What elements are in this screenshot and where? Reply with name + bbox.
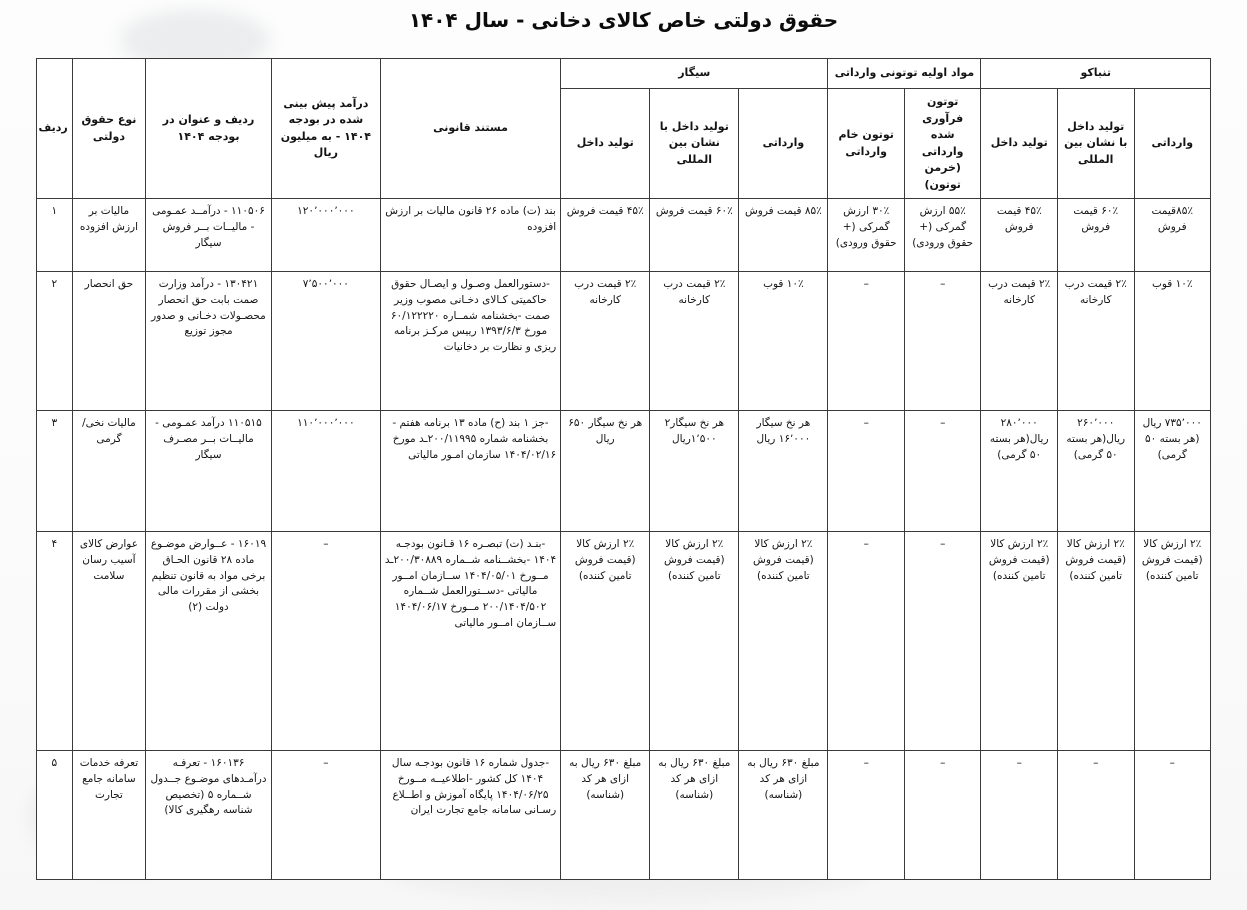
cell-tobacco-tolid-neshan: – <box>1058 751 1135 880</box>
cell-cig-tolid-neshan: مبلغ ۶۳۰ ریال به ازای هر کد (شناسه) <box>650 751 739 880</box>
cell-cig-varedati: مبلغ ۶۳۰ ریال به ازای هر کد (شناسه) <box>739 751 828 880</box>
cell-tobacco-varedati: – <box>1134 751 1211 880</box>
cell-cig-tolid-neshan: ۶۰٪ قیمت فروش <box>650 199 739 272</box>
cell-raw-tootoon-farravari: – <box>904 411 981 532</box>
cell-radif-onvan: ۱۱۰۵۱۵ درآمد عمـومی - مالیــات بــر مصـرف سیگار <box>146 411 272 532</box>
cell-tobacco-tolid-neshan: ۶۰٪ قیمت فروش <box>1058 199 1135 272</box>
column-header-mostanad: مستند قانونی <box>380 59 560 199</box>
cell-cig-varedati: ۲٪ ارزش کالا (قیمت فروش تامین کننده) <box>739 532 828 751</box>
cell-raw-tootoon-kham: – <box>828 272 905 411</box>
cell-tobacco-tolid-dakhel: ۲٪ قیمت درب کارخانه <box>981 272 1058 411</box>
cell-daramad: ۱۲۰٬۰۰۰٬۰۰۰ <box>271 199 380 272</box>
cell-cig-tolid-dakhel: هر نخ سیگار ۶۵۰ ریال <box>561 411 650 532</box>
cell-raw-tootoon-farravari: – <box>904 272 981 411</box>
cell-radif: ۳ <box>37 411 73 532</box>
cell-mostanad: -جدول شماره ۱۶ قانون بودجـه سال ۱۴۰۴ کل کشور -اطلاعیــه مــورخ ۱۴۰۴/۰۶/۲۵ پایگاه آموزش و اطــلاع رسـانی سامانه جامع تجارت ایران <box>380 751 560 880</box>
cell-tobacco-tolid-neshan: ۲٪ ارزش کالا (قیمت فروش تامین کننده) <box>1058 532 1135 751</box>
cell-tobacco-tolid-dakhel: ۴۵٪ قیمت فروش <box>981 199 1058 272</box>
group-header-tobacco: تنباکو <box>981 59 1211 89</box>
cell-tobacco-varedati: ۸۵٪قیمت فروش <box>1134 199 1211 272</box>
cell-tobacco-tolid-neshan: ۲٪ قیمت درب کارخانه <box>1058 272 1135 411</box>
cell-radif: ۲ <box>37 272 73 411</box>
column-header-noe-hoghoogh: نوع حقوق دولتی <box>72 59 145 199</box>
cell-cig-varedati: ۸۵٪ قیمت فروش <box>739 199 828 272</box>
cell-radif-onvan: ۱۶۰۱۳۶ - تعرفـه درآمـدهای موضـوع جــدول شــماره ۵ (تخصیص شناسه رهگیری کالا) <box>146 751 272 880</box>
cell-radif-onvan: ۱۱۰۵۰۶ - درآمــد عمـومی - مالیــات بــر فروش سیگار <box>146 199 272 272</box>
cell-daramad: – <box>271 532 380 751</box>
column-header-radif: ردیف <box>37 59 73 199</box>
table-row <box>37 199 1211 272</box>
cell-cig-tolid-neshan: هر نخ سیگار۲ ۱٬۵۰۰ریال <box>650 411 739 532</box>
column-header-cig-tolid-neshan: تولید داخل با نشان بین المللی <box>650 89 739 199</box>
table-row <box>37 751 1211 880</box>
column-header-cig-tolid-dakhel: تولید داخل <box>561 89 650 199</box>
column-header-tobacco-tolid-neshan: تولید داخل با نشان بین المللی <box>1058 89 1135 199</box>
group-header-cigarette: سیگار <box>561 59 828 89</box>
cell-radif: ۵ <box>37 751 73 880</box>
cell-cig-tolid-dakhel: ۴۵٪ قیمت فروش <box>561 199 650 272</box>
cell-noe-hoghoogh: مالیات بر ارزش افزوده <box>72 199 145 272</box>
cell-daramad: – <box>271 751 380 880</box>
cell-raw-tootoon-farravari: ۵۵٪ ارزش گمرکی (+ حقوق ورودی) <box>904 199 981 272</box>
cell-radif-onvan: ۱۶۰۱۹ - عــوارض موضـوع ماده ۲۸ قانون الحـاق برخی مواد به قانون تنظیم بخشی از مقررات مالی دولت (۲) <box>146 532 272 751</box>
cell-raw-tootoon-kham: – <box>828 411 905 532</box>
cell-daramad: ۱۱۰٬۰۰۰٬۰۰۰ <box>271 411 380 532</box>
column-header-cig-varedati: وارداتی <box>739 89 828 199</box>
table-row <box>37 532 1211 751</box>
cell-raw-tootoon-farravari: – <box>904 532 981 751</box>
cell-cig-varedati: ۱۰٪ قوب <box>739 272 828 411</box>
tax-table <box>36 58 1211 880</box>
cell-raw-tootoon-kham: ۳۰٪ ارزش گمرکی (+ حقوق ورودی) <box>828 199 905 272</box>
cell-mostanad: -دستورالعمل وصـول و ایصـال حقوق حاکمیتی کـالای دخـانی مصوب وزیر صمت -بخشنامه شمــاره ۶۰/۱۲۲۲۲۰ مورخ ۱۳۹۳/۶/۳ رییس مرکـز برنامه ریزی و نظارت بر دخانیات <box>380 272 560 411</box>
cell-tobacco-tolid-neshan: ۲۶۰٬۰۰۰ ریال(هر بسته ۵۰ گرمی) <box>1058 411 1135 532</box>
column-header-radif-onvan: ردیف و عنوان در بودجه ۱۴۰۴ <box>146 59 272 199</box>
cell-radif: ۱ <box>37 199 73 272</box>
column-header-raw-tootoon-farravari: توتون فرآوری شده وارداتی (خرمن توتون) <box>904 89 981 199</box>
cell-noe-hoghoogh: عوارض کالای آسیب رسان سلامت <box>72 532 145 751</box>
cell-mostanad: -جز ۱ بند (ح) ماده ۱۳ برنامه هفتم - بخشنامه شماره ۲۰۰/۱۱۹۹۵ـد مورخ ۱۴۰۴/۰۲/۱۶ سازمان امـور مالیاتی <box>380 411 560 532</box>
cell-raw-tootoon-farravari: – <box>904 751 981 880</box>
cell-tobacco-varedati: ۱۰٪ قوب <box>1134 272 1211 411</box>
cell-radif-onvan: ۱۳۰۴۲۱ - درآمد وزارت صمت بابت حق انحصار محصـولات دخـانی و صدور مجوز توزیع <box>146 272 272 411</box>
column-header-tobacco-varedati: وارداتی <box>1134 89 1211 199</box>
cell-mostanad: بند (ت) ماده ۲۶ قانون مالیات بر ارزش افزوده <box>380 199 560 272</box>
cell-noe-hoghoogh: تعرفه خدمات سامانه جامع تجارت <box>72 751 145 880</box>
column-header-daramad: درآمد پیش بینی شده در بودجه ۱۴۰۴ - به میلیون ریال <box>271 59 380 199</box>
cell-cig-tolid-neshan: ۲٪ قیمت درب کارخانه <box>650 272 739 411</box>
table-row <box>37 272 1211 411</box>
cell-tobacco-tolid-dakhel: ۲٪ ارزش کالا (قیمت فروش تامین کننده) <box>981 532 1058 751</box>
cell-daramad: ۷٬۵۰۰٬۰۰۰ <box>271 272 380 411</box>
tax-table-container <box>36 58 1211 880</box>
table-row <box>37 411 1211 532</box>
cell-radif: ۴ <box>37 532 73 751</box>
cell-raw-tootoon-kham: – <box>828 532 905 751</box>
group-header-raw-materials: مواد اولیه توتونی وارداتی <box>828 59 981 89</box>
column-header-tobacco-tolid-dakhel: تولید داخل <box>981 89 1058 199</box>
table-header <box>37 59 1211 199</box>
cell-tobacco-varedati: ۲٪ ارزش کالا (قیمت فروش تامین کننده) <box>1134 532 1211 751</box>
page-title: حقوق دولتی خاص کالای دخانی - سال ۱۴۰۴ <box>408 8 839 32</box>
cell-cig-tolid-dakhel: ۲٪ قیمت درب کارخانه <box>561 272 650 411</box>
cell-raw-tootoon-kham: – <box>828 751 905 880</box>
cell-cig-tolid-dakhel: ۲٪ ارزش کالا (قیمت فروش تامین کننده) <box>561 532 650 751</box>
cell-noe-hoghoogh: حق انحصار <box>72 272 145 411</box>
cell-cig-tolid-dakhel: مبلغ ۶۳۰ ریال به ازای هر کد (شناسه) <box>561 751 650 880</box>
cell-tobacco-tolid-dakhel: – <box>981 751 1058 880</box>
column-header-raw-tootoon-kham: توتون خام وارداتی <box>828 89 905 199</box>
cell-cig-tolid-neshan: ۲٪ ارزش کالا (قیمت فروش تامین کننده) <box>650 532 739 751</box>
cell-tobacco-varedati: ۷۳۵٬۰۰۰ ریال (هر بسته ۵۰ گرمی) <box>1134 411 1211 532</box>
cell-noe-hoghoogh: مالیات نخی/گرمی <box>72 411 145 532</box>
cell-tobacco-tolid-dakhel: ۲۸۰٬۰۰۰ ریال(هر بسته ۵۰ گرمی) <box>981 411 1058 532</box>
cell-mostanad: -بنـد (ت) تبصـره ۱۶ قـانون بودجـه ۱۴۰۴ -بخشــنامه شــماره ۲۰۰/۳۰۸۸۹ـد مــورخ ۱۴۰۴/۰۵/۰۱ ســازمان امــور مالیاتی -دســتورالعمل شــماره ۲۰۰/۱۴۰۴/۵۰۲ مــورخ ۱۴۰۴/۰۶/۱۷ ســازمان امــور مالیاتی <box>380 532 560 751</box>
cell-cig-varedati: هر نخ سیگار ۱۶٬۰۰۰ ریال <box>739 411 828 532</box>
table-body <box>37 199 1211 880</box>
